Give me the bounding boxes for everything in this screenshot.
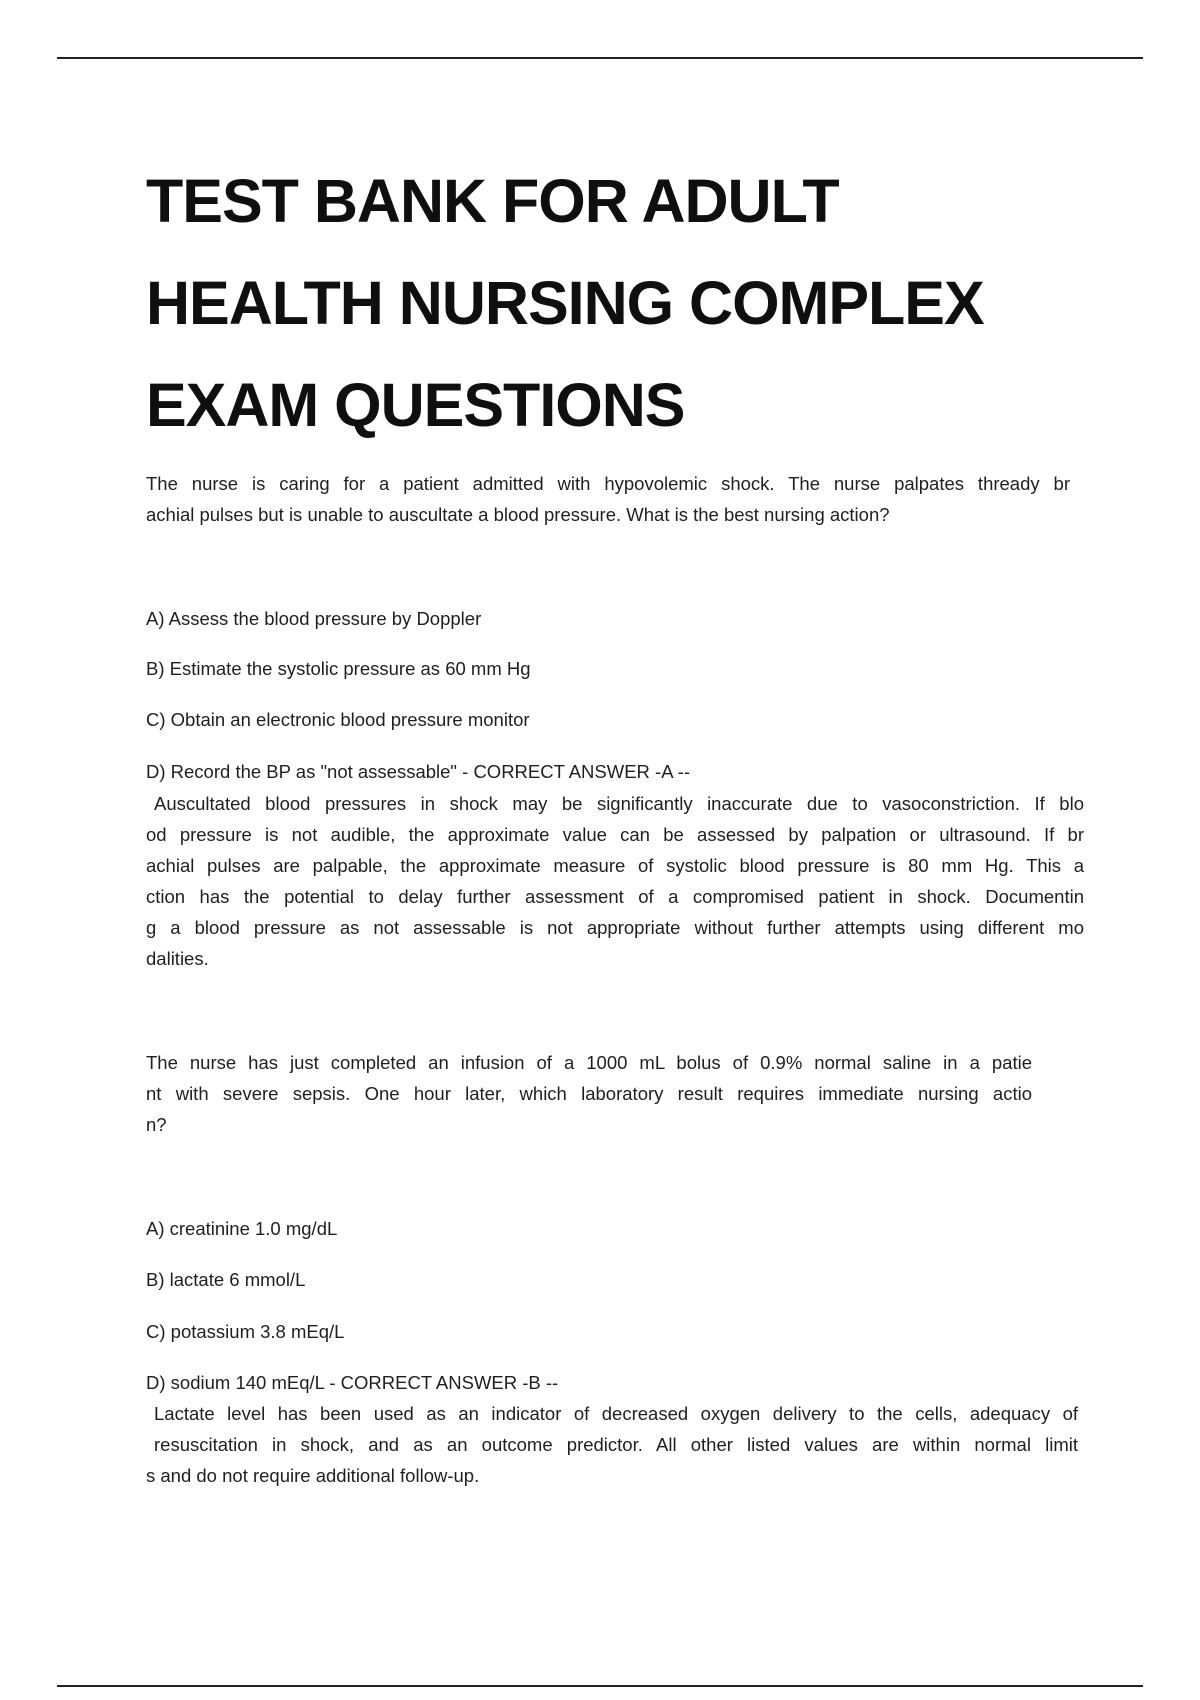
question-2-option-a bbox=[146, 1213, 337, 1244]
option-text: B) Estimate the systolic pressure as 60 mm Hg bbox=[146, 658, 531, 679]
question-1-option-a bbox=[146, 603, 481, 634]
option-text: C) potassium 3.8 mEq/L bbox=[146, 1321, 345, 1342]
rationale-line: resuscitation in shock, and as an outcome predictor. All other listed values are within normal limit bbox=[154, 1434, 1078, 1455]
rationale-line: od pressure is not audible, the approximate value can be assessed by palpation or ultrasound. If br bbox=[146, 824, 1084, 845]
rationale-line: s and do not require additional follow-up. bbox=[146, 1465, 480, 1486]
rationale-line: achial pulses are palpable, the approximate measure of systolic blood pressure is 80 mm Hg. This a bbox=[146, 855, 1084, 876]
question-1-option-d bbox=[146, 756, 690, 787]
stem-line: n? bbox=[146, 1114, 167, 1135]
stem-line: nt with severe sepsis. One hour later, which laboratory result requires immediate nursing actio bbox=[146, 1083, 1032, 1104]
title-line: EXAM QUESTIONS bbox=[146, 371, 685, 439]
top-rule bbox=[57, 57, 1143, 59]
rationale-line: dalities. bbox=[146, 948, 209, 969]
option-text: A) creatinine 1.0 mg/dL bbox=[146, 1218, 338, 1239]
page-title bbox=[146, 150, 1106, 456]
question-1-option-c bbox=[146, 704, 530, 735]
option-text: D) Record the BP as "not assessable" - CORRECT ANSWER -A -- bbox=[146, 761, 690, 782]
option-text: D) sodium 140 mEq/L - CORRECT ANSWER -B -- bbox=[146, 1372, 559, 1393]
question-1-rationale bbox=[146, 788, 1084, 974]
question-1-stem bbox=[146, 468, 1070, 530]
rationale-line: Auscultated blood pressures in shock may be significantly inaccurate due to vasoconstriction. If blo bbox=[154, 793, 1084, 814]
stem-line: achial pulses but is unable to auscultate a blood pressure. What is the best nursing action? bbox=[146, 504, 890, 525]
title-line: TEST BANK FOR ADULT bbox=[146, 167, 839, 235]
question-2-option-d bbox=[146, 1367, 558, 1398]
option-text: A) Assess the blood pressure by Doppler bbox=[146, 608, 482, 629]
title-line: HEALTH NURSING COMPLEX bbox=[146, 269, 984, 337]
option-text: C) Obtain an electronic blood pressure monitor bbox=[146, 709, 530, 730]
stem-line: The nurse is caring for a patient admitted with hypovolemic shock. The nurse palpates thready br bbox=[146, 473, 1070, 494]
question-2-option-c bbox=[146, 1316, 344, 1347]
question-1-option-b bbox=[146, 653, 531, 684]
option-text: B) lactate 6 mmol/L bbox=[146, 1269, 306, 1290]
rationale-line: Lactate level has been used as an indicator of decreased oxygen delivery to the cells, adequacy of bbox=[154, 1403, 1078, 1424]
question-2-option-b bbox=[146, 1264, 305, 1295]
question-2-stem bbox=[146, 1047, 1032, 1140]
stem-line: The nurse has just completed an infusion of a 1000 mL bolus of 0.9% normal saline in a patie bbox=[146, 1052, 1032, 1073]
rationale-line: g a blood pressure as not assessable is not appropriate without further attempts using different mo bbox=[146, 917, 1084, 938]
question-2-rationale bbox=[146, 1398, 1078, 1491]
bottom-rule bbox=[57, 1685, 1143, 1687]
rationale-line: ction has the potential to delay further assessment of a compromised patient in shock. Documentin bbox=[146, 886, 1084, 907]
